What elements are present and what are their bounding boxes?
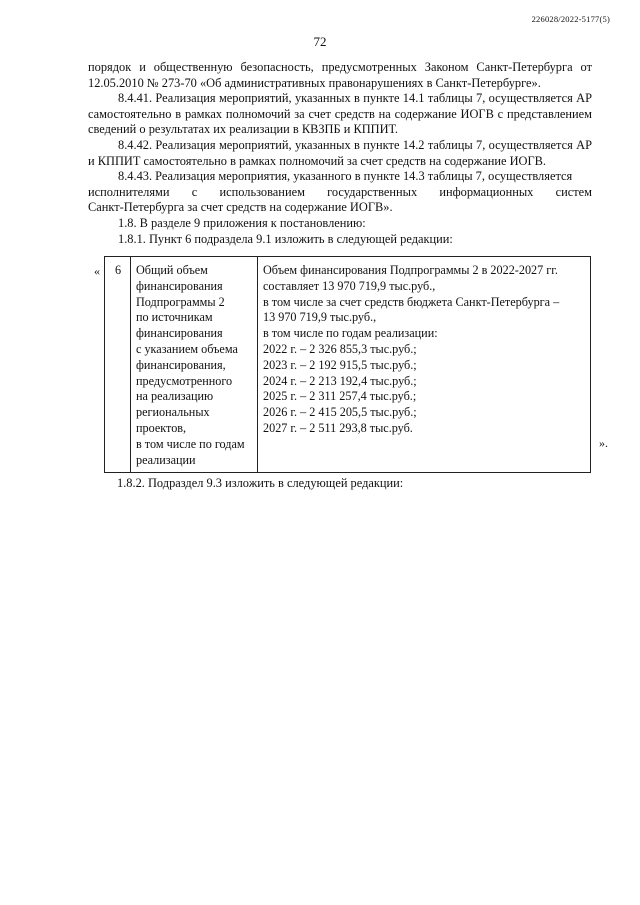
paragraph-1-8: 1.8. В разделе 9 приложения к постановлению:: [118, 215, 366, 230]
label-line: с указанием объема: [136, 341, 238, 356]
value-line: в том числе по годам реализации:: [263, 326, 438, 341]
paragraph-1-8-2: 1.8.2. Подраздел 9.3 изложить в следующей редакции:: [117, 476, 404, 490]
document-id: 226028/2022-5177(5): [531, 14, 610, 24]
value-cell: [258, 257, 591, 473]
opening-quote: «: [94, 264, 100, 278]
label-line: финансирования: [136, 278, 223, 293]
value-line: составляет 13 970 719,9 тыс.руб.,: [263, 278, 436, 293]
value-line: 2026 г. – 2 415 205,5 тыс.руб.;: [263, 405, 417, 420]
page-number: 72: [313, 34, 327, 49]
paragraph-8-4-43-line-2: исполнителями с использованием государственных информационных систем: [88, 184, 592, 199]
label-line: на реализацию: [136, 389, 214, 404]
label-line: финансирования: [136, 326, 223, 341]
value-line: 2022 г. – 2 326 855,3 тыс.руб.;: [263, 341, 417, 356]
paragraph-8-4-41: 8.4.41. Реализация мероприятий, указанных в пункте 14.1 таблицы 7, осуществляется АР самостоятельно в рамках полномочий за счет средств на содержание ИОГВ с представлением сведений о результатах их реализации в КВЗПБ и КППИТ.: [88, 91, 592, 137]
paragraph-continuation: порядок и общественную безопасность, предусмотренных Законом Санкт-Петербурга от 12.05.2010 № 273-70 «Об административных правонарушениях в Санкт-Петербурге».: [88, 60, 592, 90]
label-line: Подпрограммы 2: [136, 294, 225, 309]
value-line: в том числе за счет средств бюджета Санкт-Петербурга –: [263, 294, 560, 309]
paragraph-8-4-42: 8.4.42. Реализация мероприятий, указанных в пункте 14.2 таблицы 7, осуществляется АР и КППИТ самостоятельно в рамках полномочий за счет средств на содержание ИОГВ.: [88, 137, 592, 168]
label-line: Общий объем: [136, 263, 208, 277]
closing-quote: ».: [599, 436, 608, 450]
paragraph-8-4-43-line-3: Санкт-Петербурга за счет средств на содержание ИОГВ».: [88, 200, 393, 215]
label-cell: [131, 257, 258, 473]
label-line: предусмотренного: [136, 373, 233, 388]
value-line: 2023 г. – 2 192 915,5 тыс.руб.;: [263, 357, 417, 372]
label-line: в том числе по годам: [136, 436, 245, 451]
paragraph-8-4-43-line-1: 8.4.43. Реализация мероприятия, указанного в пункте 14.3 таблицы 7, осуществляется: [118, 169, 573, 184]
body-text: [88, 60, 592, 247]
subprogram-financing-table: [104, 256, 591, 473]
value-line: 2027 г. – 2 511 293,8 тыс.руб.: [263, 420, 413, 435]
label-line: по источникам: [136, 310, 213, 325]
table-row: [105, 257, 591, 473]
value-line: 2024 г. – 2 213 192,4 тыс.руб.;: [263, 373, 417, 388]
value-line: Объем финансирования Подпрограммы 2 в 2022-2027 гг.: [263, 263, 558, 277]
paragraph-1-8-1: 1.8.1. Пункт 6 подраздела 9.1 изложить в следующей редакции:: [118, 231, 453, 246]
value-line: 2025 г. – 2 311 257,4 тыс.руб.;: [263, 389, 417, 404]
label-line: финансирования,: [136, 357, 226, 372]
row-number-cell: 6: [105, 257, 131, 473]
label-line: проектов,: [136, 420, 187, 435]
label-line: реализации: [136, 452, 196, 467]
value-line: 13 970 719,9 тыс.руб.,: [263, 310, 377, 325]
label-line: региональных: [136, 405, 210, 420]
